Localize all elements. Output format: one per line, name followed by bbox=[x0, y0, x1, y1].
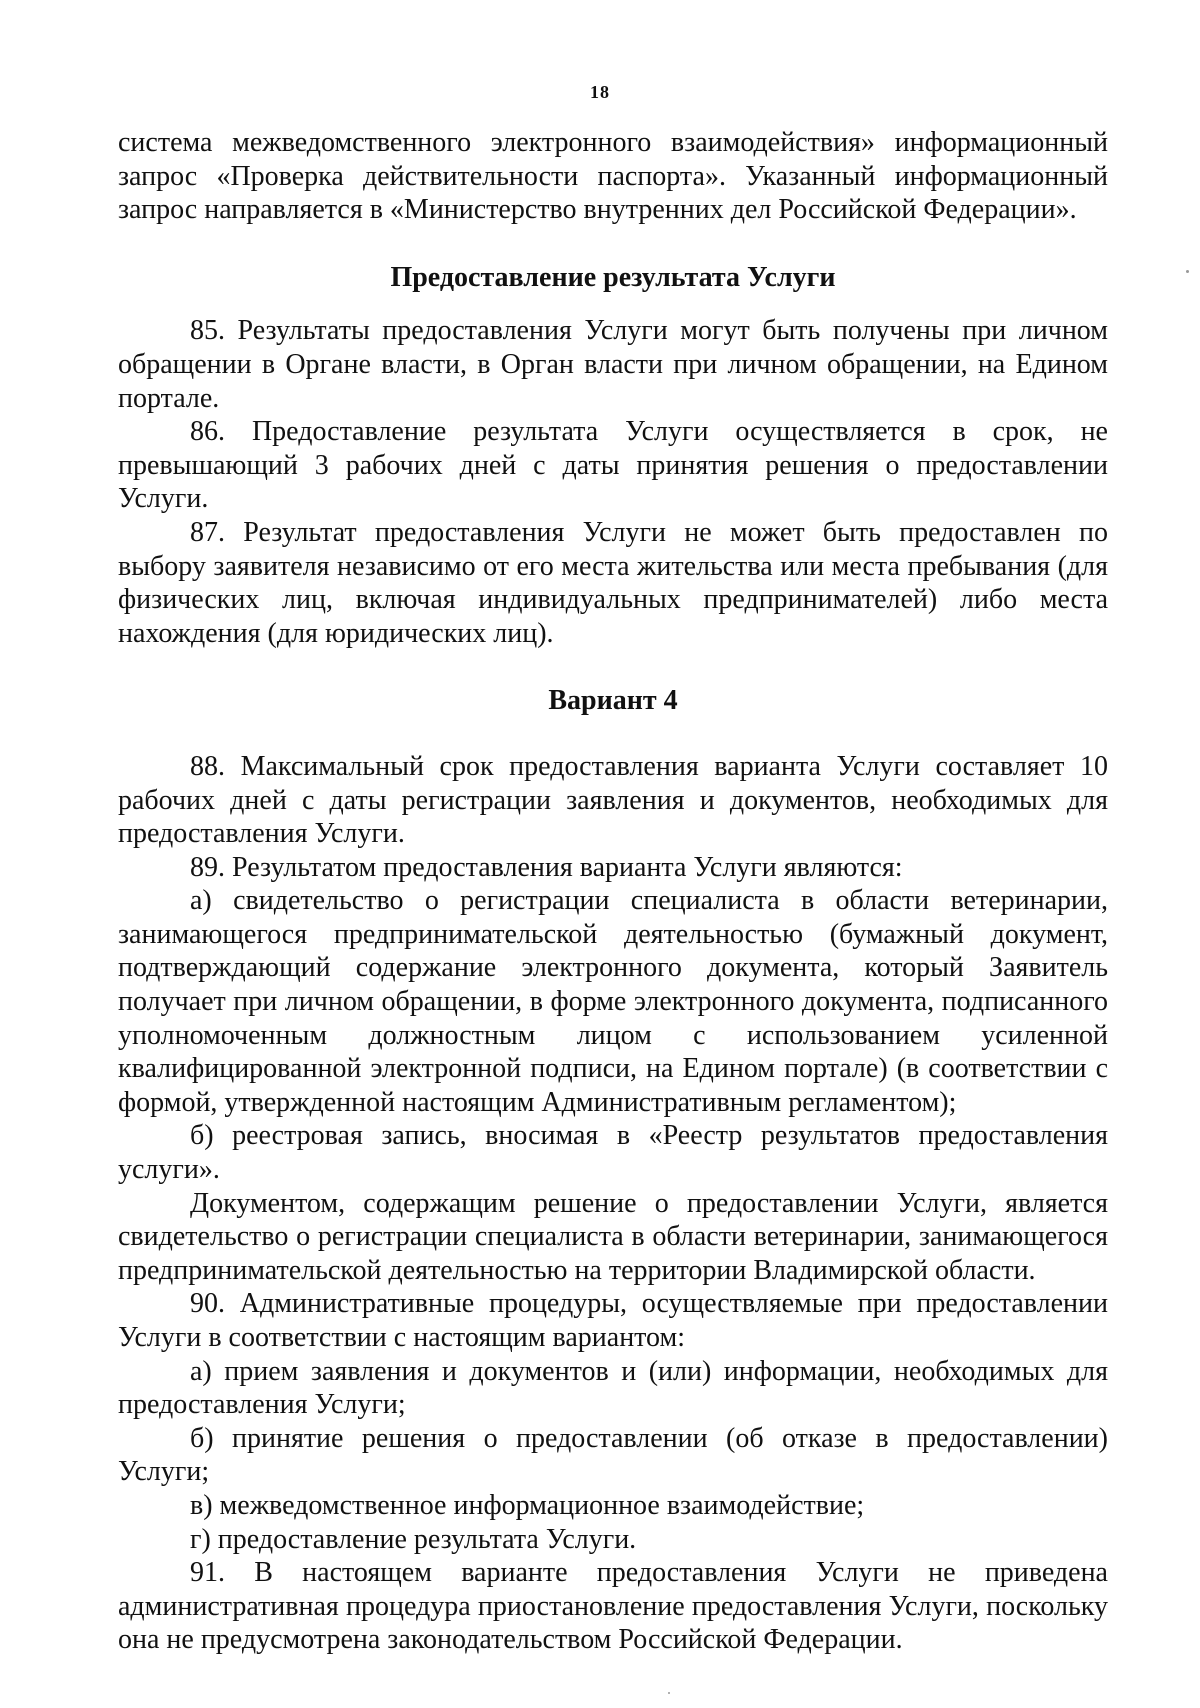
paragraph-87: 87. Результат предоставления Услуги не может быть предоставлен по выбору заявителя независимо от его места жительства или места пребывания (для физических лиц, включая индивидуальных предпринимателей) либо места нахождения (для юридических лиц). bbox=[118, 516, 1108, 649]
paragraph-decision-document: Документом, содержащим решение о предоставлении Услуги, является свидетельство о регистрации специалиста в области ветеринарии, занимающегося предпринимательской деятельностью на территории Владимирской области. bbox=[118, 1187, 1108, 1286]
paragraph-85: 85. Результаты предоставления Услуги могут быть получены при личном обращении в Органе власти, в Орган власти при личном обращении, на Едином портале. bbox=[118, 315, 1108, 414]
scan-speck bbox=[668, 1692, 670, 1694]
paragraph-88: 88. Максимальный срок предоставления варианта Услуги составляет 10 рабочих дней с даты регистрации заявления и документов, необходимых для предоставления Услуги. bbox=[118, 750, 1108, 850]
paragraph-90-a: а) прием заявления и документов и (или) информации, необходимых для предоставления Услуги; bbox=[118, 1355, 1108, 1421]
paragraph-90: 90. Административные процедуры, осуществляемые при предоставлении Услуги в соответствии с настоящим вариантом: bbox=[118, 1288, 1108, 1353]
paragraph-90-g: г) предоставление результата Услуги. bbox=[190, 1523, 637, 1555]
page-number: 18 bbox=[590, 82, 610, 102]
document-body bbox=[118, 126, 1108, 1657]
paragraph-90-v: в) межведомственное информационное взаимодействие; bbox=[190, 1489, 865, 1521]
paragraph-89-b: б) реестровая запись, вносимая в «Реестр результатов предоставления услуги». bbox=[118, 1120, 1108, 1186]
section-heading-result: Предоставление результата Услуги bbox=[390, 261, 836, 293]
paragraph-90-b: б) принятие решения о предоставлении (об отказе в предоставлении) Услуги; bbox=[118, 1422, 1108, 1488]
paragraph-89-a: а) свидетельство о регистрации специалиста в области ветеринарии, занимающегося предпринимательской деятельностью (бумажный документ, подтверждающий содержание электронного документа, который Заявитель получает при личном обращении, в форме электронного документа, подписанного уполномоченным должностным лицом с использованием усиленной квалифицированной электронной подписи, на Едином портале) (в соответствии с формой, утвержденной настоящим Административным регламентом); bbox=[118, 885, 1108, 1118]
paragraph-89: 89. Результатом предоставления варианта Услуги являются: bbox=[190, 851, 903, 883]
section-heading-variant-4: Вариант 4 bbox=[548, 685, 678, 717]
paragraph-91: 91. В настоящем варианте предоставления Услуги не приведена административная процедура приостановление предоставления Услуги, поскольку она не предусмотрена законодательством Российской Федерации. bbox=[118, 1557, 1108, 1656]
paragraph-86: 86. Предоставление результата Услуги осуществляется в срок, не превышающий 3 рабочих дней с даты принятия решения о предоставлении Услуги. bbox=[118, 416, 1108, 515]
scan-speck bbox=[1186, 270, 1189, 273]
intro-paragraph: система межведомственного электронного взаимодействия» информационный запрос «Проверка действительности паспорта». Указанный информационный запрос направляется в «Министерство внутренних дел Российской Федерации». bbox=[118, 127, 1108, 226]
